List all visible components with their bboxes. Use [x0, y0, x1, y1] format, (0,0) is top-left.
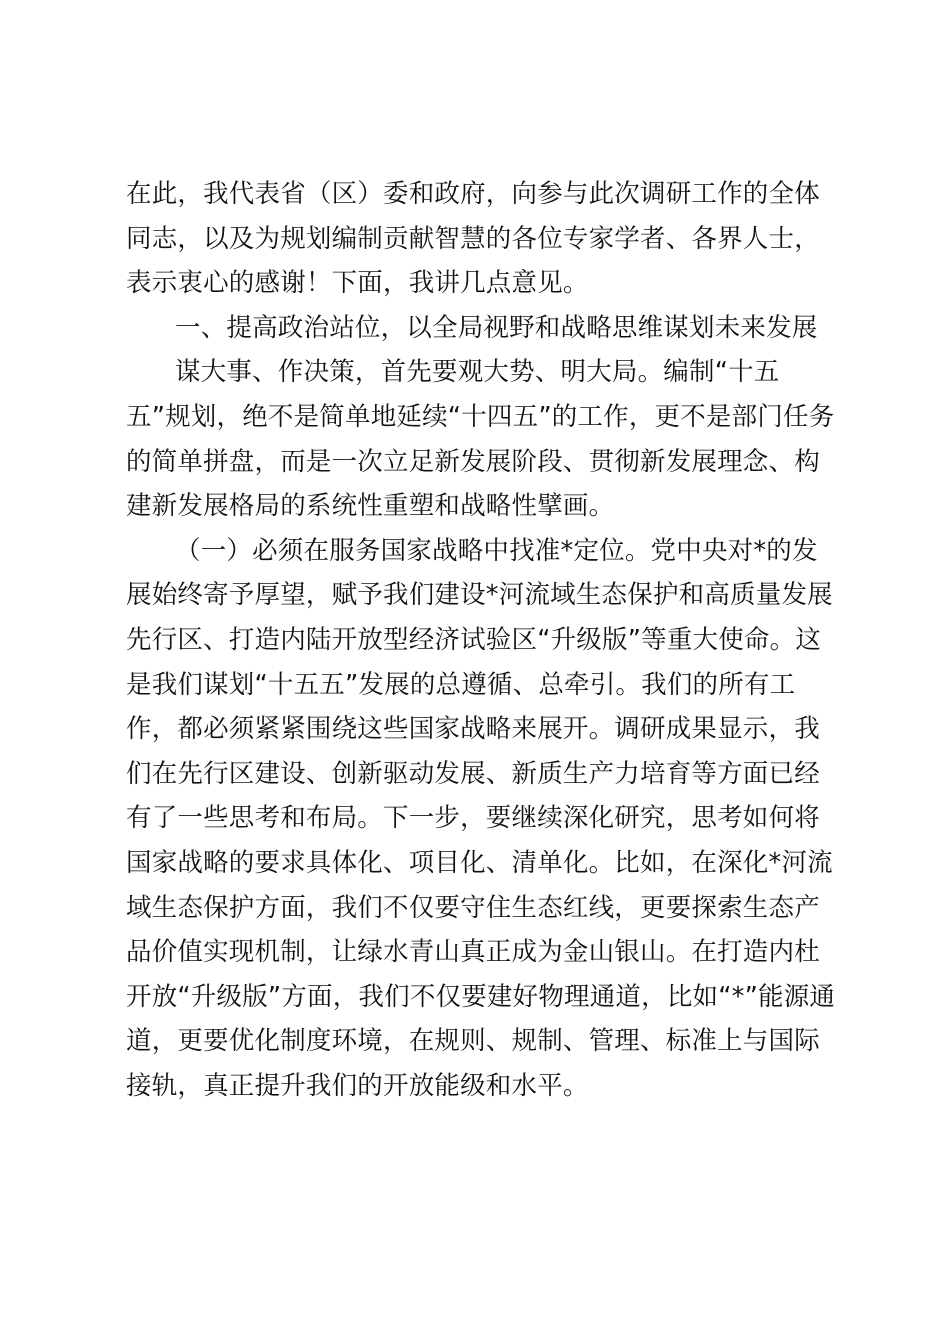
subsection-start-line: （一）必须在服务国家战略中找准*定位。党中央对*的发	[175, 535, 818, 566]
text-line: 品价值实现机制，让绿水青山真正成为金山银山。在打造内杜	[126, 937, 820, 968]
text-line: 建新发展格局的系统性重塑和战略性擘画。	[126, 491, 615, 522]
text-line: 是我们谋划“十五五”发展的总遵循、总牵引。我们的所有工	[126, 669, 796, 700]
section-heading: 一、提高政治站位，以全局视野和战略思维谋划未来发展	[175, 312, 818, 343]
text-line: 们在先行区建设、创新驱动发展、新质生产力培育等方面已经	[126, 758, 820, 789]
text-line: 同志，以及为规划编制贡献智慧的各位专家学者、各界人士，	[126, 223, 820, 254]
text-line: 五”规划，绝不是简单地延续“十四五”的工作，更不是部门任务	[126, 401, 835, 432]
paragraph-start-line: 谋大事、作决策，首先要观大势、明大局。编制“十五	[175, 357, 780, 388]
text-line: 在此，我代表省（区）委和政府，向参与此次调研工作的全体	[126, 179, 820, 209]
document-body	[126, 172, 836, 1108]
text-line: 表示衷心的感谢！下面，我讲几点意见。	[126, 268, 589, 299]
text-line: 域生态保护方面，我们不仅要守住生态红线，更要探索生态产	[126, 892, 820, 923]
text-line: 国家战略的要求具体化、项目化、清单化。比如，在深化*河流	[126, 847, 833, 878]
text-line: 展始终寄予厚望，赋予我们建设*河流域生态保护和高质量发展	[126, 580, 833, 611]
text-line: 有了一些思考和布局。下一步，要继续深化研究，思考如何将	[126, 803, 820, 834]
text-line: 接轨，真正提升我们的开放能级和水平。	[126, 1070, 589, 1101]
text-line: 开放“升级版”方面，我们不仅要建好物理通道，比如“*”能源通	[126, 981, 836, 1012]
text-line: 作，都必须紧紧围绕这些国家战略来展开。调研成果显示，我	[126, 714, 820, 745]
text-line: 的简单拼盘，而是一次立足新发展阶段、贯彻新发展理念、构	[126, 446, 820, 477]
text-line: 先行区、打造内陆开放型经济试验区“升级版”等重大使命。这	[126, 624, 822, 655]
text-line: 道，更要优化制度环境，在规则、规制、管理、标准上与国际	[126, 1026, 820, 1057]
